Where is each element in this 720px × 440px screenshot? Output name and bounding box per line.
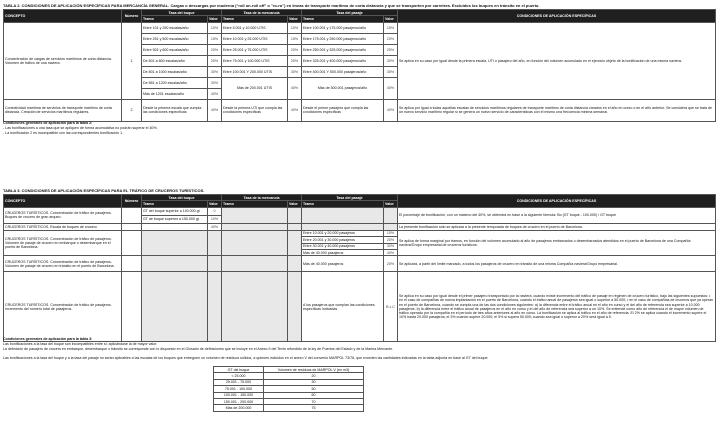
t3-pasaje-tramo: Más de 40.000 pasajeros xyxy=(302,249,384,255)
t3-note: Las bonificaciones a la tasa del buque y a la tasa del pasaje no serán aplicables a las escalas de los buques que entreguen un volumen de residuos sólidos, a quienes incluidos en el anexo V del convenio MARPOL 73/78, que exceden las cantidades indicadas en la tabla adjunta en base al GT del buque. xyxy=(3,356,489,360)
t3-pasaje-empty xyxy=(384,207,398,223)
t2-row2-merc-tramo: Desde la primera UTI que cumpla las condiciones específicas xyxy=(222,99,288,121)
t2-buque-valor: 25% xyxy=(208,55,222,66)
t3-buque-empty xyxy=(142,272,208,342)
col-numero: Número xyxy=(122,195,142,208)
t2-pasaje-valor: 35% xyxy=(384,66,398,77)
t2-note: - La bonificación 2 es incompatible con las correspondientes bonificación 1. xyxy=(3,131,124,135)
t3-pasaje-valor: 30% xyxy=(384,243,398,249)
t2-pasaje-valor: 15% xyxy=(384,22,398,33)
t2-note: - Las bonificaciones a una tasa que se apliquen de forma acumulativa no podrán superar el 40%. xyxy=(3,126,158,130)
t3-row-condiciones: Se aplica de forma marginal por tramos, en función del volumen acumulado al año de pasajeros embarcados o desembarcados atendidos en el puerto de Barcelona de una Compañía naviera/Grupo empresarial de cruceros turísticos. xyxy=(398,230,716,256)
t3-buque-empty xyxy=(142,230,208,256)
t2-merc-tramo: Entre 5.001 y 10.000 UTIS xyxy=(222,22,288,33)
t3-note: La definición de pasajero de crucero en embarque, desembarque o tránsito se corresponde con lo dispuesto en el Glosario de definiciones que se incluye en el Anexo II del Texto refundido de la ley de Puertos del Estado y de la Marina Mercante. xyxy=(3,347,394,351)
t3-buque-valor: 10% xyxy=(208,215,222,223)
t2-row2-concepto: Conectividad marítima de servicios de transporte marítimo de corta distancia. Creación de servicios marítimos regulares. xyxy=(4,99,122,121)
t3-pasaje-valor: 20% xyxy=(384,256,398,272)
t2-row2-merc-valor: 40% xyxy=(288,99,302,121)
col-buque: Tasa del buque xyxy=(142,195,222,201)
t3-pasaje-tramo: Entre 20.001 y 30.000 pasajeros xyxy=(302,237,384,243)
t3-notes-title: Condiciones generales de aplicación para la tabla 3: xyxy=(3,337,93,341)
t3-pasaje-empty xyxy=(302,223,384,230)
t2-row2-buque-tramo: Desde la primera escala que cumpla las condiciones específicas xyxy=(142,99,208,121)
t3-buque-empty xyxy=(208,256,222,272)
t3-merc-empty xyxy=(288,230,302,256)
t3-merc-empty xyxy=(288,272,302,342)
col-numero: Número xyxy=(122,10,142,23)
t3-pasaje-valor: 10% xyxy=(384,230,398,236)
t2-merc-valor: 15% xyxy=(288,33,302,44)
t2-pasaje-valor: 30% xyxy=(384,55,398,66)
sub-valor: Valor xyxy=(288,16,302,22)
col-pasaje: Tasa del pasaje xyxy=(302,10,398,16)
t2-row2-pasaje-tramo: Desde el primer pasajero que cumpla las condiciones específicas xyxy=(302,99,384,121)
sub-tramo: Tramo xyxy=(142,201,208,207)
gt-header: GT del buque xyxy=(214,367,264,373)
t3-row-concepto: CRUCEROS TURÍSTICOS. Concentración de tráfico de pasajeros. Volumen de pasaje de crucero en embarque o desembarque en el puerto de Barcelona. xyxy=(4,230,122,256)
volumen-header: Volumen de residuos de MARPOL V (en m3) xyxy=(264,367,364,373)
t2-buque-tramo: Entre 251 y 500 escalas/año xyxy=(142,33,208,44)
t3-buque-tramo: GT de buque superior a 150.000 gt xyxy=(142,215,208,223)
col-buque: Tasa del buque xyxy=(142,10,222,16)
t3-row-condiciones: Se aplicará, a partir del límite marcado, a todos los pasajeros de crucero en tránsito de una misma Compañía naviera/Grupo empresarial. xyxy=(398,256,716,272)
col-pasaje: Tasa del pasaje xyxy=(302,195,398,201)
t2-buque-valor: 10% xyxy=(208,22,222,33)
table-2 xyxy=(3,9,716,122)
col-concepto: CONCEPTO xyxy=(4,195,122,208)
t2-notes-title: Condiciones generales de aplicación para la tabla 2: xyxy=(3,121,93,125)
t3-row-condiciones: La presente bonificación sólo se aplicará a la presente temporada de buques de crucero en el puerto de Barcelona. xyxy=(398,223,716,230)
table-3 xyxy=(3,194,716,342)
gt-cell: 75.001 - 100.000 xyxy=(214,386,264,392)
gt-cell: 100.001 - 150.000 xyxy=(214,392,264,398)
sub-valor: Valor xyxy=(384,201,398,207)
sub-tramo: Tramo xyxy=(222,201,288,207)
t2-row2-buque-valor: 40% xyxy=(208,99,222,121)
t2-buque-valor: 15% xyxy=(208,33,222,44)
volumen-cell: 30 xyxy=(264,379,364,385)
t3-merc-empty xyxy=(222,272,288,342)
t3-row-numero xyxy=(122,223,142,230)
t3-pasaje-empty xyxy=(302,207,384,223)
gt-cell: 25.001 - 75.000 xyxy=(214,379,264,385)
t3-pasaje-tramo: Más de 40.000 pasajeros xyxy=(302,256,384,272)
t3-buque-tramo xyxy=(142,223,208,230)
t3-merc-empty xyxy=(222,256,288,272)
t3-merc-empty xyxy=(222,230,288,256)
t2-buque-tramo: Entre 501 y 600 escalas/año xyxy=(142,44,208,55)
gt-cell: < 25.000 xyxy=(214,373,264,379)
t3-pasaje-tramo: Entre 10.001 y 20.000 pasajeros xyxy=(302,230,384,236)
t3-note: Las bonificaciones a la tasa del buque son incompatibles entre sí; aplicándose la de mayor valor. xyxy=(3,342,158,346)
sub-tramo: Tramo xyxy=(302,16,384,22)
col-condiciones: CONDICIONES DE APLICACIÓN ESPECÍFICAS xyxy=(398,10,716,23)
t2-merc-valor: 40% xyxy=(288,77,302,99)
t3-pasaje-valor: B x C xyxy=(384,272,398,342)
t2-buque-tramo: Entre 101 y 250 escalas/año xyxy=(142,22,208,33)
t3-buque-valor: 0 xyxy=(208,207,222,215)
t2-buque-tramo: De 801 a 1000 escalas/año xyxy=(142,66,208,77)
t2-merc-valor: 30% xyxy=(288,66,302,77)
gt-cell: Más de 200.000 xyxy=(214,405,264,411)
t3-pasaje-empty xyxy=(384,223,398,230)
t3-buque-empty xyxy=(208,272,222,342)
table-2-caption: TABLA 2. CONDICIONES DE APLICACIÓN ESPECÍFICAS PARA MERCANCÍA GENERAL. Cargas o descargas por moderna ("roll on-roll off" o "ro-ro") en líneas de transporte marítimo de corta distancia y que se transporten por carretera. Excluidos los buques en tránsito en el puerto. xyxy=(3,3,540,8)
t3-row-condiciones: Se aplica en su caso por igual desde el primer pasajero transportado por la naviera, cuando existe incremento del tráfico de pasaje en régimen de crucero turístico, bajo las siguientes supuestos: • en el caso de compañías de nueva implantación en el puerto de Barcelona, cuando el tráfico anual de pasajeros sea igual o superior a 50.000; • en el caso de compañías de cruceros que ya operan en el puerto de Barcelona, cuando se cumpla una de las dos condiciones siguientes: a) la diferencia entre el tráfico anual en el año en curso y el del año de referencia sea superior a 10.000 pasajeros. b) la diferencia entre el tráfico anual de pasajeros en el año en curso y el del año de referencia sea superior a un 10%. Se entiende como año de referencia el de mayor volumen de tráfico operado por la compañía en el período de tres años anteriores al año en curso. La bonificación se aplica al tráfico en el año de referencia. El 2% se aplica cuando el incremento supere el 10% hasta 20.000 pasajeros; el 3% cuando supere 20.000; el 5% si supera 50.000; cuando sea igual o superior a 20% será igual a 5. xyxy=(398,272,716,342)
t2-buque-valor: 30% xyxy=(208,77,222,88)
t2-merc-valor: 10% xyxy=(288,22,302,33)
t2-merc-tramo: Entre 75.001 y 100.000 UTIS xyxy=(222,55,288,66)
t3-row-condiciones: El porcentaje de bonificación, con un máximo del 40%, se obtendrá en base a la siguiente fórmula: Bo (GT buque - 100.000) / GT buque xyxy=(398,207,716,223)
t3-pasaje-tramo: Entre 30.001 y 40.000 pasajeros xyxy=(302,243,384,249)
t2-pasaje-valor: 25% xyxy=(384,44,398,55)
volumen-cell: 70 xyxy=(264,398,364,404)
sub-valor: Valor xyxy=(208,16,222,22)
t2-merc-tramo: Más de 200.001 UTIS xyxy=(222,77,288,99)
sub-valor: Valor xyxy=(384,16,398,22)
t3-row-concepto: CRUCEROS TURÍSTICOS. Concentración de tráfico de pasajeros. Incremento del número total de pasajeros. xyxy=(4,272,122,342)
t3-pasaje-valor: 20% xyxy=(384,237,398,243)
volumen-cell: 75 xyxy=(264,405,364,411)
t3-row-numero xyxy=(122,230,142,256)
gt-residuos-table xyxy=(213,366,364,412)
col-concepto: CONCEPTO xyxy=(4,10,122,23)
t2-buque-valor: 30% xyxy=(208,66,222,77)
t2-merc-valor: 20% xyxy=(288,44,302,55)
t2-row1-numero: 1 xyxy=(122,22,142,99)
gt-cell: 150.001 - 200.000 xyxy=(214,398,264,404)
t2-buque-tramo: De 601 a 800 escalas/año xyxy=(142,55,208,66)
t2-buque-valor: 20% xyxy=(208,44,222,55)
volumen-cell: 20 xyxy=(264,373,364,379)
sub-tramo: Tramo xyxy=(222,16,288,22)
volumen-cell: 60 xyxy=(264,392,364,398)
table-3-caption: TABLA 3. CONDICIONES DE APLICACIÓN ESPECÍFICAS PARA EL TRÁFICO DE CRUCEROS TURÍSTICOS. xyxy=(3,188,205,193)
t2-row1-concepto: Concentración de cargas de servicios marítimos de corta distancia. Volumen de tráfico de una naviera. xyxy=(4,22,122,99)
t2-pasaje-valor: 40% xyxy=(384,77,398,99)
sub-valor: Valor xyxy=(208,201,222,207)
t2-buque-valor: 40% xyxy=(208,88,222,99)
t2-merc-tramo: Entre 100.001 Y 200.000 UTIS xyxy=(222,66,288,77)
t2-merc-tramo: Entre 10.001 y 25.000 UTIS xyxy=(222,33,288,44)
t2-pasaje-valor: 20% xyxy=(384,33,398,44)
t2-row1-condiciones: Se aplica en su caso por igual desde la primera escala, UTI o pasajero del año, en función del volumen acumulado en el ejercicio objeto de la bonificación de una misma naviera. xyxy=(398,22,716,99)
t2-pasaje-tramo: Más de 500.001 pasajeros/año xyxy=(302,77,384,99)
col-mercancia: Tasa de la mercancía xyxy=(222,10,302,16)
t2-pasaje-tramo: Entre 400.001 Y 500.000 pasajeros/año xyxy=(302,66,384,77)
t3-buque-tramo: GT del buque superior a 100.000 gt xyxy=(142,207,208,215)
t2-row2-numero: 2 xyxy=(122,99,142,121)
t3-merc-empty xyxy=(222,223,288,230)
t2-buque-tramo: De 851 a 1200 escalas/año xyxy=(142,77,208,88)
t3-pasaje-tramo: A los pasajeros que cumplan las condiciones específicas indicadas xyxy=(302,272,384,342)
t2-row2-pasaje-valor: 40% xyxy=(384,99,398,121)
t3-row-concepto: CRUCEROS TURÍSTICOS. Concentración de tráfico de pasajeros. Buques de crucero de gran arqueo. xyxy=(4,207,122,223)
t3-row-numero xyxy=(122,272,142,342)
t3-pasaje-valor: 40% xyxy=(384,249,398,255)
t3-merc-empty xyxy=(288,223,302,230)
t3-row-concepto: CRUCEROS TURÍSTICOS. Escala de buques de crucero xyxy=(4,223,122,230)
t3-buque-empty xyxy=(142,256,208,272)
t3-merc-empty xyxy=(288,207,302,223)
t3-buque-valor: 40% xyxy=(208,223,222,230)
sub-valor: Valor xyxy=(288,201,302,207)
volumen-cell: 50 xyxy=(264,386,364,392)
t3-merc-empty xyxy=(288,256,302,272)
t2-pasaje-tramo: Entre 325.001 y 400.000 pasajeros/año xyxy=(302,55,384,66)
col-condiciones: CONDICIONES DE APLICACIÓN ESPECÍFICAS xyxy=(398,195,716,208)
t3-buque-empty xyxy=(208,230,222,256)
sub-tramo: Tramo xyxy=(142,16,208,22)
t2-pasaje-tramo: Entre 175.001 y 250.000 pasajeros/año xyxy=(302,33,384,44)
t2-merc-tramo: Entre 25.001 y 75.000 UTIS xyxy=(222,44,288,55)
t2-pasaje-tramo: Entre 100.001 y 175.000 pasajeros/año xyxy=(302,22,384,33)
sub-tramo: Tramo xyxy=(302,201,384,207)
col-mercancia: Tasa de la mercancía xyxy=(222,195,302,201)
t2-buque-tramo: Más de 1201 escalas/año xyxy=(142,88,208,99)
t2-merc-valor: 25% xyxy=(288,55,302,66)
t3-row-numero xyxy=(122,256,142,272)
t3-merc-empty xyxy=(222,207,288,223)
t3-row-numero xyxy=(122,207,142,223)
t2-pasaje-tramo: Entre 250.001 y 325.000 pasajeros/año xyxy=(302,44,384,55)
t2-row2-condiciones: Se aplica por igual a todas aquellas escalas de servicios marítimos regulares de transporte marítimo de corta distancia creados en el año en curso o en el año anterior. Se considera que se trata de un nuevo servicio marítimo regular si se genera un nuevo servicio de características con el mismo una frecuencia mínima semanal. xyxy=(398,99,716,121)
t3-row-concepto: CRUCEROS TURÍSTICOS. Concentración de tráfico de pasajeros. Volumen de pasaje de crucero en tránsito en el puerto de Barcelona. xyxy=(4,256,122,272)
